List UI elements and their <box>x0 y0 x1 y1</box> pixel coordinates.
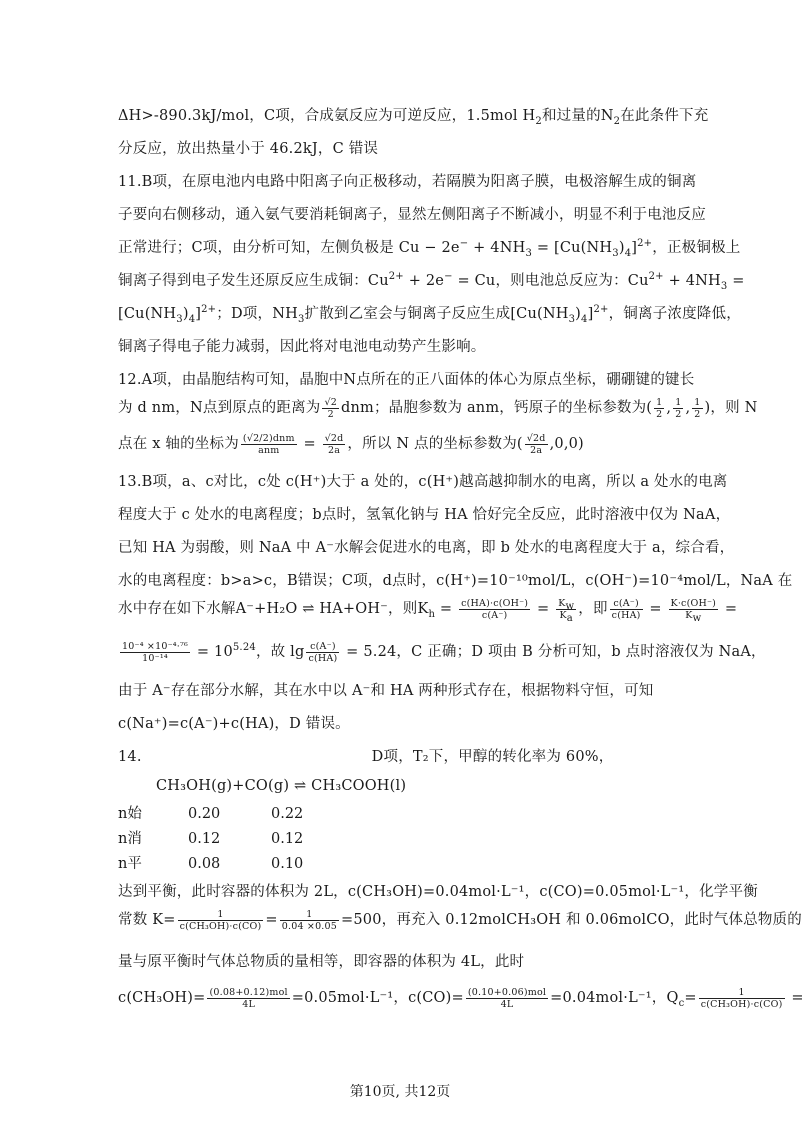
fraction: $\frac{√2d}{2a}$ <box>324 432 344 456</box>
text-line: 14. D项，T₂下，甲醇的转化率为 60%， <box>118 749 614 765</box>
text-line: 13.B项，a、c对比，c处 c(H⁺)大于 a 处的，c(H⁺)越高越抑制水的电离，所以 a 处水的电离 <box>118 474 728 490</box>
fraction: $\frac{1}{2}$ <box>675 396 682 420</box>
text-line: 由于 A⁻存在部分水解，其在水中以 A⁻和 HA 两种形式存在，根据物料守恒，可知 <box>118 683 654 699</box>
text-line: 铜离子得到电子发生还原反应生成铜：$Cu^{2+} + 2e^- = Cu$，则电池总反应为：$Cu^{2+} + 4NH_3$ = <box>118 271 745 292</box>
text-line: 正常进行；C项，由分析可知，左侧负极是 $Cu - 2e^- + 4NH_3 = [Cu(NH_3)_4]^{2+}$，正极铜极上 <box>118 238 741 259</box>
fraction: $\frac{c(A^-)}{c(HA)}$ <box>308 640 338 664</box>
fraction: $\frac{\text{(√2/2)dnm}}{\text{anm}}$ <box>242 432 295 456</box>
fraction: $\frac{1}{2}$ <box>694 396 701 420</box>
fraction: $\frac{1}{\text{c(CH₃OH)·c(CO)}}$ <box>700 986 783 1010</box>
fraction: $\frac{K_w}{K_a}$ <box>558 597 575 624</box>
equation: CH₃OH(g)+CO(g) ⇌ CH₃COOH(l) <box>156 778 407 794</box>
text-line: 分反应，放出热量小于 46.2kJ，C 错误 <box>118 141 379 157</box>
text-line: 程度大于 c 处水的电离程度；b点时，氢氧化钠与 HA 恰好完全反应，此时溶液中仅为 NaA， <box>118 507 731 523</box>
fraction: $\frac{c(A^-)}{c(HA)}$ <box>611 597 641 621</box>
fraction: $\frac{√2d}{2a}$ <box>526 432 546 456</box>
text-line: 水的电离程度：b>a>c，B错误；C项，d点时，c(H⁺)=10⁻¹⁰mol/L，c(OH⁻)=10⁻⁴mol/L，NaA 在 <box>118 573 793 589</box>
text-line: 达到平衡，此时容器的体积为 2L，c(CH₃OH)=0.04mol·L⁻¹，c(CO)=0.05mol·L⁻¹，化学平衡 <box>118 884 758 900</box>
text-line: $\frac{\text{10⁻⁴ ×10⁻⁴·⁷⁶}}{\text{10⁻¹⁴}}$ = $10^{5.24}$，故 lg $\frac{c(A^-)}{c(HA)}$ = 5.24，C 正确；D 项由 B 分析可知，b 点时溶液仅为 NaA， <box>122 640 766 664</box>
fraction: $\frac{c(HA)\cdot c(OH^-)}{c(A^-)}$ <box>461 597 529 621</box>
fraction: $\frac{1}{2}$ <box>656 396 663 420</box>
text-line: c(CH₃OH)= $\frac{\text{(0.08+0.12)mol}}{4L}$ =0.05mol·L⁻¹，c(CO)= $\frac{\text{(0.10+0.06)mol}}{4L}$ =0.04mol·L⁻¹，$Q_c=$ $\frac{1}{\text{c(CH₃OH)·c(CO)}}$ = <box>118 986 804 1010</box>
fraction: $\frac{1}{0.04 \times 0.05}$ <box>281 908 338 932</box>
fraction: $\frac{√2}{2}$ <box>324 396 337 420</box>
table-row: n始 0.20 0.22 <box>118 806 304 822</box>
table-row: n消 0.12 0.12 <box>118 831 304 847</box>
fraction: $\frac{\text{(0.08+0.12)mol}}{4L}$ <box>209 986 288 1010</box>
text-line: 子要向右侧移动，通入氨气要消耗铜离子，显然左侧阳离子不断减小，明显不利于电池反应 <box>118 207 706 223</box>
fraction: $\frac{K\cdot c(OH^-)}{K_w}$ <box>670 597 717 624</box>
fraction: $\frac{1}{\text{c(CH₃OH)·c(CO)}}$ <box>179 908 262 932</box>
text-line: 12.A项，由晶胞结构可知，晶胞中N点所在的正八面体的体心为原点坐标，硼硼键的键长 <box>118 372 695 388</box>
text-line: 量与原平衡时气体总物质的量相等，即容器的体积为 4L，此时 <box>118 954 525 970</box>
table-row: n平 0.08 0.10 <box>118 856 304 872</box>
text-line: 11.B项，在原电池内电路中阳离子向正极移动，若隔膜为阳离子膜，电极溶解生成的铜离 <box>118 174 697 190</box>
page-footer: 第10页, 共12页 <box>349 1084 451 1100</box>
text-line: 常数 K= $\frac{1}{\text{c(CH₃OH)·c(CO)}}$ = $\frac{1}{0.04 \times 0.05}$ =500，再充入 0.12molCH₃OH 和 0.06molCO，此时气体总物质的 <box>118 908 802 932</box>
text-line: c(Na⁺)=c(A⁻)+c(HA)，D 错误。 <box>118 716 350 732</box>
text-line: 为 d nm，N点到原点的距离为 $\frac{√2}{2}$ dnm；晶胞参数为 anm，钙原子的坐标参数为( $\frac{1}{2}$ , $\frac{1}{2}$ , $\frac{1}{2}$ )，则 N <box>118 396 758 420</box>
fraction: $\frac{\text{10⁻⁴ ×10⁻⁴·⁷⁶}}{\text{10⁻¹⁴}}$ <box>122 640 189 664</box>
text-line: 已知 HA 为弱酸，则 NaA 中 A⁻水解会促进水的电离，即 b 处水的电离程度大于 a，综合看， <box>118 540 735 556</box>
text-line: 铜离子得电子能力减弱，因此将对电池电动势产生影响。 <box>118 339 486 355</box>
text-line: ΔH>-890.3kJ/mol，C项，合成氨反应为可逆反应，1.5mol $H_2$和过量的$N_2$在此条件下充 <box>118 108 709 127</box>
text-line: $[Cu(NH_3)_4]^{2+}$；D项，$NH_3$扩散到乙室会与铜离子反应生成$[Cu(NH_3)_4]^{2+}$，铜离子浓度降低， <box>118 304 741 325</box>
ice-table <box>118 802 303 877</box>
text-line: 水中存在如下水解A⁻+H₂O ⇌ HA+OH⁻，则$K_h$ = $\frac{c(HA)\cdot c(OH^-)}{c(A^-)}$ = $\frac{K_w}{K_a}$ ，即 $\frac{c(A^-)}{c(HA)}$ = $\frac{K\cdot c(OH^-)}{K_w}$ = <box>118 597 738 624</box>
fraction: $\frac{\text{(0.10+0.06)mol}}{4L}$ <box>467 986 547 1010</box>
text-line: 点在 x 轴的坐标为 $\frac{\text{(√2/2)dnm}}{\text{anm}}$ = $\frac{√2d}{2a}$ ，所以 N 点的坐标参数为( $\frac{√2d}{2a}$ ,0,0) <box>118 432 584 456</box>
